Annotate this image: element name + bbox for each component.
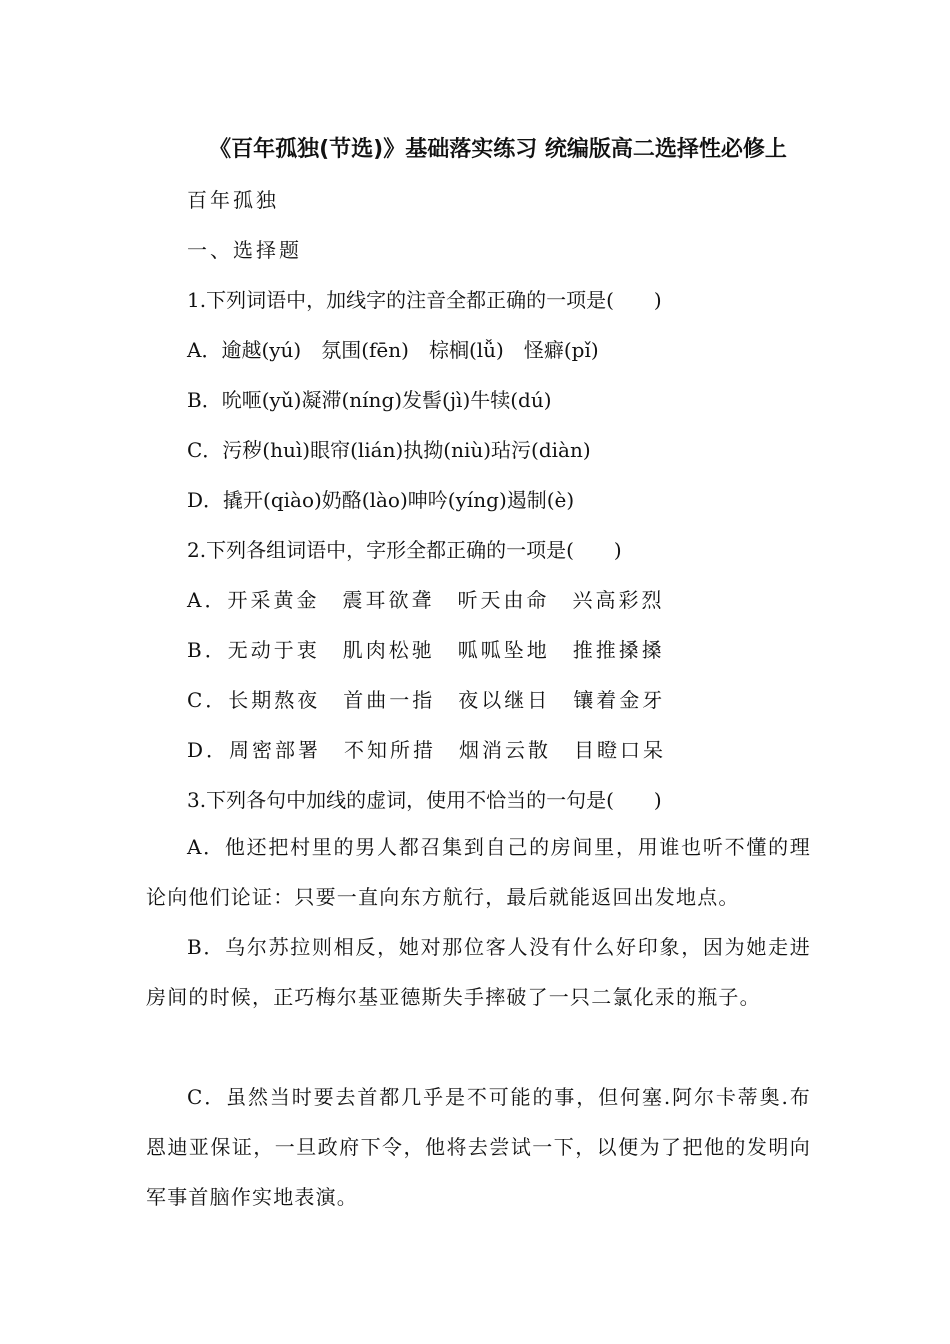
question-3-stem: 3.下列各句中加线的虚词，使用不恰当的一句是( ) <box>187 788 662 812</box>
section-heading: 一、选择题 <box>187 238 302 262</box>
question-3-option-c: C．虽然当时要去首都几乎是不可能的事，但何塞.阿尔卡蒂奥.布恩迪亚保证，一旦政府下令，他将去尝试一下，以便为了把他的发明向军事首脑作实地表演。 <box>146 1085 811 1209</box>
question-2-option-a: A．开采黄金 震耳欲聋 听天由命 兴高彩烈 <box>187 588 665 612</box>
question-1-option-b: B．吮咂(yǔ)凝滞(níng)发髻(jì)牛犊(dú) <box>187 388 552 412</box>
question-1-option-c: C．污秽(huì)眼帘(lián)执拗(niù)玷污(diàn) <box>187 438 591 462</box>
text-subtitle: 百年孤独 <box>187 188 279 212</box>
question-3-option-b: B．乌尔苏拉则相反，她对那位客人没有什么好印象，因为她走进房间的时候，正巧梅尔基亚德斯失手摔破了一只二氯化汞的瓶子。 <box>146 935 811 1009</box>
question-1-stem: 1.下列词语中，加线字的注音全都正确的一项是( ) <box>187 288 662 312</box>
document-title: 《百年孤独(节选)》基础落实练习 统编版高二选择性必修上 <box>209 137 787 162</box>
question-2-option-d: D．周密部署 不知所措 烟消云散 目瞪口呆 <box>187 738 667 762</box>
question-1-option-a: A．逾越(yú) 氛围(fēn) 棕榈(lǚ) 怪癖(pǐ) <box>187 338 599 362</box>
question-1-option-d: D．撬开(qiào)奶酪(lào)呻吟(yíng)遏制(è) <box>187 488 575 512</box>
question-2-stem: 2.下列各组词语中，字形全都正确的一项是( ) <box>187 538 622 562</box>
question-3-option-a: A．他还把村里的男人都召集到自己的房间里，用谁也听不懂的理论向他们论证：只要一直向东方航行，最后就能返回出发地点。 <box>146 835 811 909</box>
question-2-option-c: C．长期熬夜 首曲一指 夜以继日 镶着金牙 <box>187 688 666 712</box>
question-2-option-b: B．无动于衷 肌肉松驰 呱呱坠地 推推搡搡 <box>187 638 665 662</box>
